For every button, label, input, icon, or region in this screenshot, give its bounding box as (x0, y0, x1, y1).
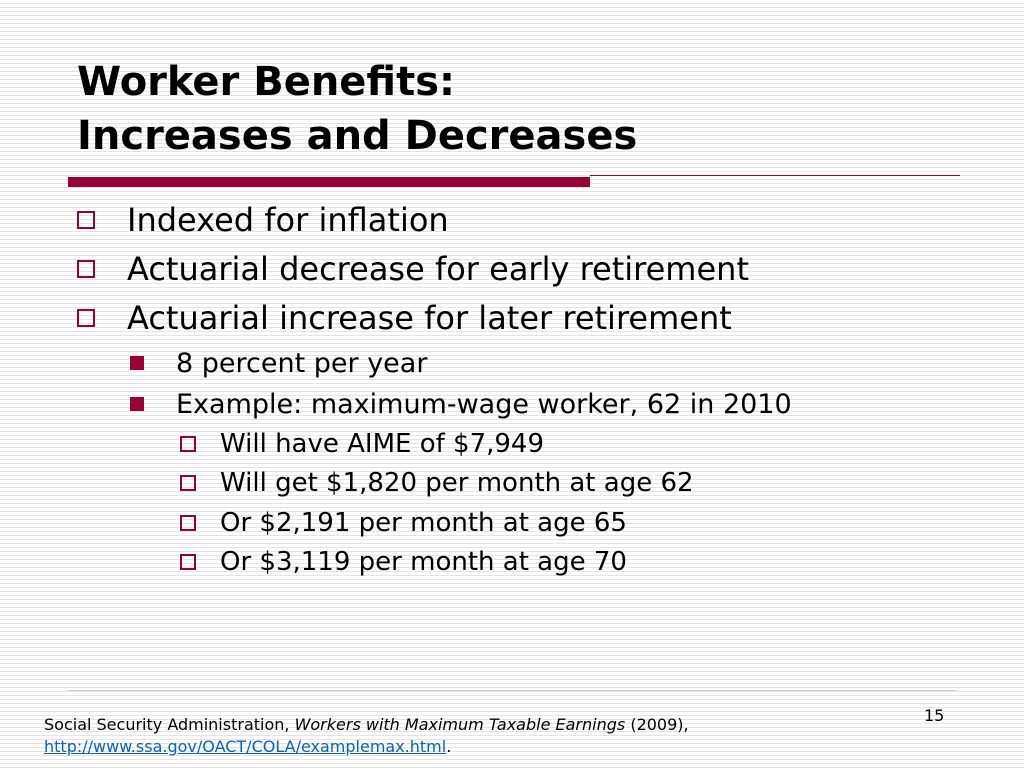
bullet-text: Actuarial decrease for early retirement (127, 250, 749, 288)
title-underline-thin (590, 175, 960, 176)
source-author: Social Security Administration, (44, 715, 295, 734)
hollow-square-bullet-icon (77, 211, 95, 229)
source-link[interactable]: http://www.ssa.gov/OACT/COLA/examplemax.html (44, 737, 447, 756)
sub-sub-bullet-item (180, 545, 627, 579)
title-line-1: Worker Benefits: (77, 59, 456, 105)
bullet-text: Actuarial increase for later retirement (127, 299, 732, 337)
bullet-item (77, 249, 749, 289)
hollow-square-bullet-icon (180, 436, 196, 452)
sub-bullet-item (130, 387, 792, 421)
filled-square-bullet-icon (130, 356, 144, 370)
sub-bullet-text: 8 percent per year (176, 347, 428, 379)
sub-sub-bullet-item (180, 466, 694, 500)
footer-divider (68, 690, 956, 691)
source-citation (44, 714, 689, 758)
sub-bullet-text: Example: maximum-wage worker, 62 in 2010 (176, 388, 792, 420)
sub-sub-bullet-item (180, 506, 627, 540)
filled-square-bullet-icon (130, 397, 144, 411)
slide-title (77, 55, 637, 163)
sub-sub-bullet-text: Or $3,119 per month at age 70 (220, 547, 627, 577)
sub-sub-bullet-item (180, 427, 544, 461)
sub-sub-bullet-text: Will get $1,820 per month at age 62 (220, 468, 694, 498)
sub-sub-bullet-text: Or $2,191 per month at age 65 (220, 508, 627, 538)
hollow-square-bullet-icon (180, 554, 196, 570)
hollow-square-bullet-icon (180, 515, 196, 531)
hollow-square-bullet-icon (180, 475, 196, 491)
bullet-item (77, 298, 732, 338)
title-line-2: Increases and Decreases (77, 113, 638, 159)
bullet-item (77, 200, 449, 240)
sub-sub-bullet-text: Will have AIME of $7,949 (220, 429, 545, 459)
source-work-title: Workers with Maximum Taxable Earnings (294, 715, 626, 734)
hollow-square-bullet-icon (77, 309, 95, 327)
sub-bullet-item (130, 346, 427, 380)
bullet-text: Indexed for inflation (127, 201, 449, 239)
source-end: . (446, 737, 452, 756)
source-year: (2009), (625, 715, 689, 734)
hollow-square-bullet-icon (77, 260, 95, 278)
title-underline-bar (68, 177, 590, 187)
page-number: 15 (924, 706, 945, 725)
